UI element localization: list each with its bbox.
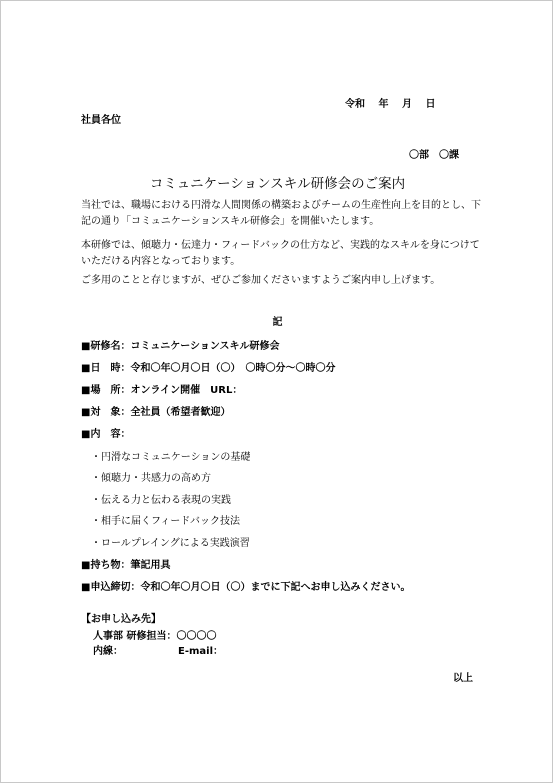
content-list-item: ・傾聴力・共感力の高め方 <box>91 473 211 484</box>
addressee: 社員各位 <box>81 115 121 126</box>
document-title: コミュニケーションスキル研修会のご案内 <box>149 176 406 192</box>
content-list-item: ・円滑なコミュニケーションの基礎 <box>91 452 251 463</box>
body-paragraph-2: 本研修では、傾聴力・伝達力・フィードバックの仕方など、実践的なスキルを身につけていただける内容となっております。 <box>81 240 480 267</box>
item-content: ■内 容： <box>81 429 131 440</box>
item-deadline: ■申込締切：令和〇年〇月〇日（〇）までに下記へお申し込みください。 <box>81 582 411 593</box>
item-training-name: ■研修名：コミュニケーションスキル研修会 <box>81 341 280 352</box>
content-list-item: ・ロールプレイングによる実践演習 <box>91 538 250 549</box>
date-line: 令和 年 月 日 <box>345 99 436 110</box>
closing-word: 以上 <box>453 673 473 684</box>
content-list-item: ・伝える力と伝わる表現の実践 <box>91 495 231 506</box>
content-list-item: ・相手に届くフィードバック技法 <box>91 516 240 527</box>
item-target: ■対 象：全社員（希望者歓迎） <box>81 407 231 418</box>
body-paragraph-1: 当社では、職場における円滑な人間関係の構築およびチームの生産性向上を目的とし、下記の通り「コミュニケーションスキル研修会」を開催いたします。 <box>81 200 481 227</box>
ki-heading: 記 <box>272 317 283 328</box>
sender-department: 〇部 〇課 <box>409 150 459 161</box>
contact-heading: 【お申し込み先】 <box>81 614 161 625</box>
item-place: ■場 所：オンライン開催 URL： <box>81 385 243 396</box>
contact-extension-email: 内線： E-mail： <box>93 646 224 657</box>
item-bring: ■持ち物：筆記用具 <box>81 560 171 571</box>
contact-person: 人事部 研修担当：〇〇〇〇 <box>93 631 217 642</box>
item-datetime: ■日 時：令和〇年〇月〇日（〇） 〇時〇分～〇時〇分 <box>81 363 336 374</box>
body-paragraph-3: ご多用のことと存じますが、ぜひご参加くださいますようご案内申し上げます。 <box>81 275 441 286</box>
